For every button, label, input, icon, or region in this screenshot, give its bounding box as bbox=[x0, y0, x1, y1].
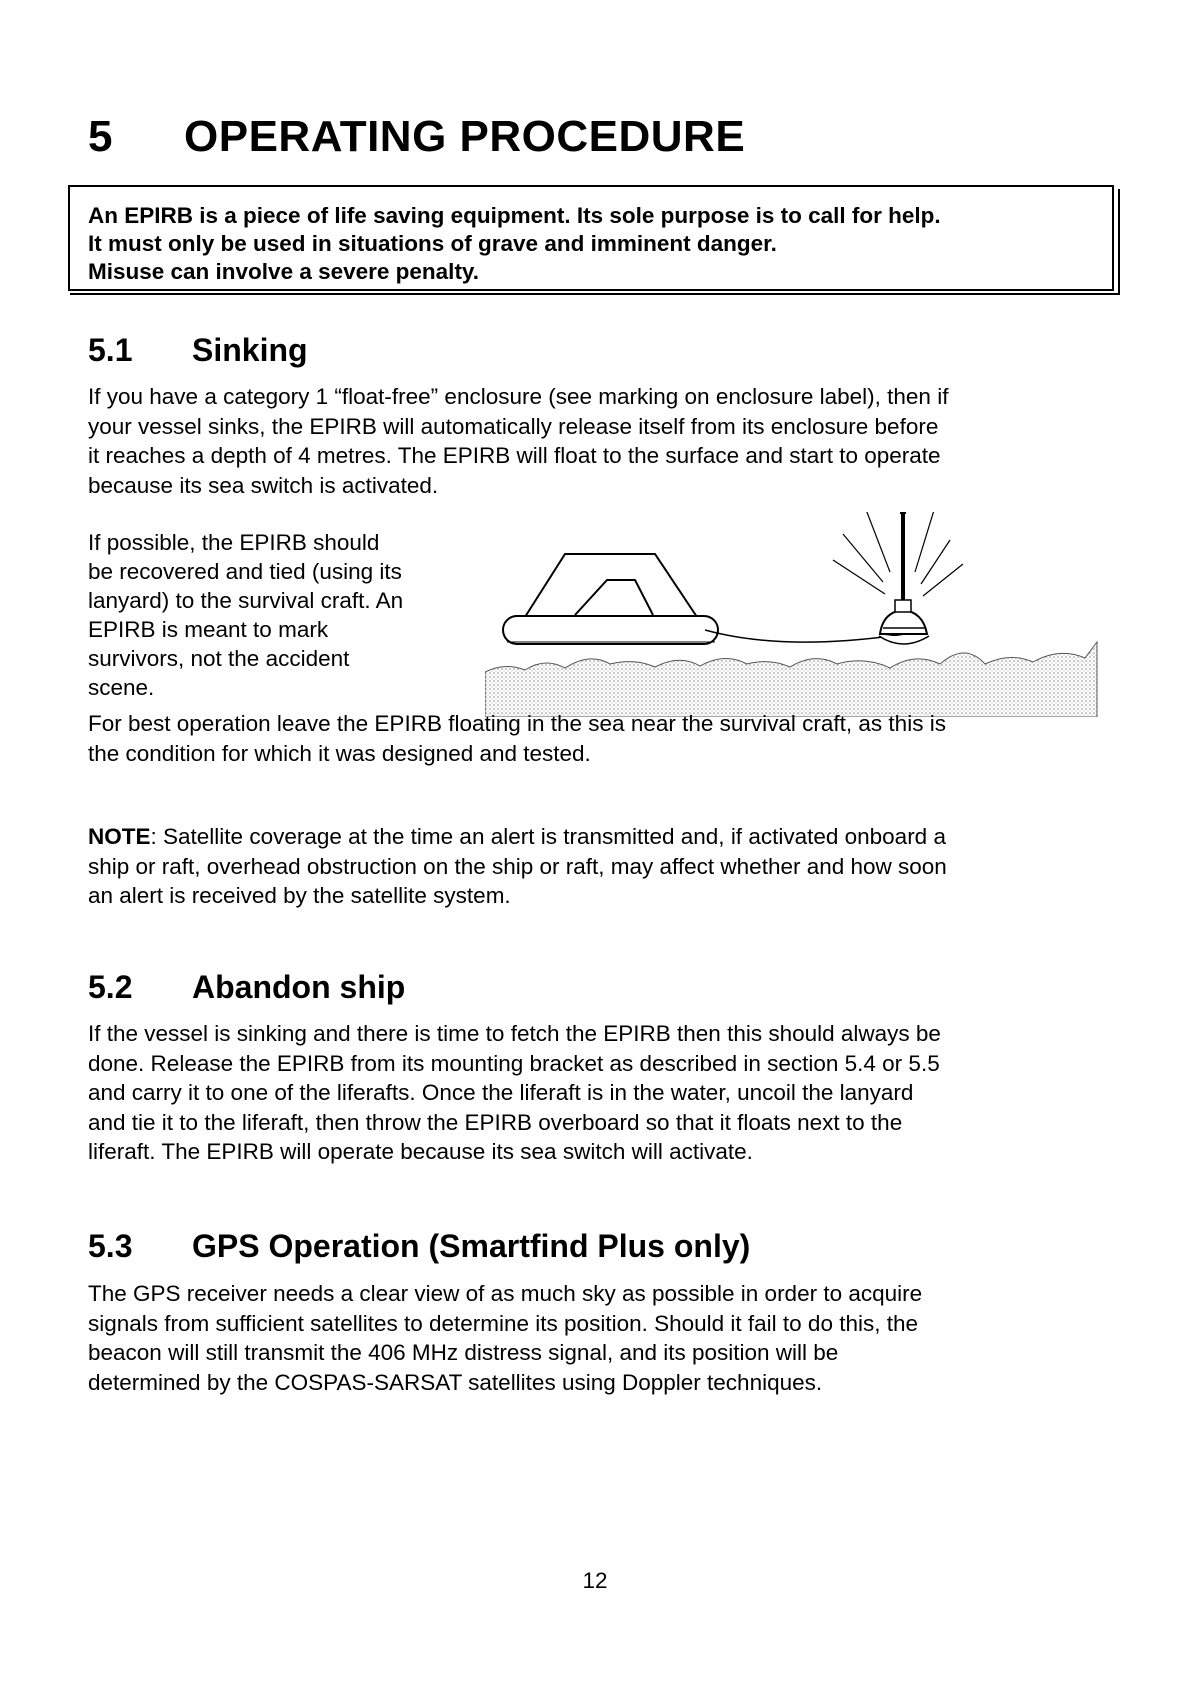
paragraph-line: because its sea switch is activated. bbox=[88, 472, 439, 498]
page-number: 12 bbox=[582, 1568, 608, 1593]
paragraph-line: beacon will still transmit the 406 MHz distress signal, and its position will be bbox=[88, 1340, 839, 1365]
section-number: 5.3 bbox=[88, 1228, 133, 1264]
lanyard-line bbox=[705, 630, 905, 642]
sinking-intro-paragraph bbox=[88, 382, 1108, 500]
paragraph-line: The GPS receiver needs a clear view of as much sky as possible in order to acquire bbox=[88, 1281, 923, 1306]
paragraph-line: an alert is received by the satellite system. bbox=[88, 883, 511, 908]
section-heading-sinking bbox=[88, 332, 308, 369]
section-heading-gps-operation bbox=[88, 1228, 750, 1265]
note-paragraph bbox=[88, 822, 1108, 911]
paragraph-line: EPIRB is meant to mark bbox=[88, 617, 329, 642]
paragraph-line: the condition for which it was designed and tested. bbox=[88, 740, 591, 766]
signal-rays bbox=[833, 512, 963, 596]
paragraph-line bbox=[88, 822, 1108, 852]
paragraph-line: lanyard) to the survival craft. An bbox=[88, 588, 404, 613]
section-heading-abandon-ship bbox=[88, 969, 405, 1006]
paragraph-line: signals from sufficient satellites to determine its position. Should it fail to do this, the bbox=[88, 1310, 919, 1336]
raft-canopy bbox=[525, 554, 697, 617]
paragraph-line: If you have a category 1 “float-free” enclosure (see marking on enclosure label), then if bbox=[88, 384, 949, 409]
chapter-title-text: OPERATING PROCEDURE bbox=[184, 112, 746, 161]
paragraph-line: be recovered and tied (using its bbox=[88, 559, 402, 584]
warning-line-2: It must only be used in situations of grave and imminent danger. bbox=[88, 231, 777, 256]
paragraph-line: determined by the COSPAS-SARSAT satellites using Doppler techniques. bbox=[88, 1369, 823, 1395]
chapter-number: 5 bbox=[88, 112, 113, 161]
paragraph-line: it reaches a depth of 4 metres. The EPIRB will float to the surface and start to operate bbox=[88, 443, 941, 468]
abandon-ship-paragraph bbox=[88, 1019, 1108, 1167]
raft-door bbox=[575, 580, 653, 615]
warning-box bbox=[68, 185, 1114, 291]
paragraph-line: For best operation leave the EPIRB floating in the sea near the survival craft, as this is bbox=[88, 711, 946, 736]
best-operation-paragraph bbox=[88, 709, 1108, 768]
paragraph-line: done. Release the EPIRB from its mounting bracket as described in section 5.4 or 5.5 bbox=[88, 1050, 940, 1076]
sea-waves bbox=[485, 642, 1097, 717]
recover-paragraph bbox=[88, 528, 468, 702]
warning-line-3: Misuse can involve a severe penalty. bbox=[88, 259, 480, 284]
paragraph-line: your vessel sinks, the EPIRB will automatically release itself from its enclosure before bbox=[88, 413, 939, 439]
paragraph-line: survivors, not the accident bbox=[88, 646, 350, 671]
section-title: Abandon ship bbox=[192, 969, 406, 1005]
paragraph-line: ship or raft, overhead obstruction on the ship or raft, may affect whether and how soon bbox=[88, 853, 947, 879]
paragraph-line: and tie it to the liferaft, then throw the EPIRB overboard so that it floats next to the bbox=[88, 1109, 903, 1135]
section-title: GPS Operation (Smartfind Plus only) bbox=[192, 1228, 751, 1264]
epirb-beacon bbox=[879, 512, 929, 644]
section-number: 5.2 bbox=[88, 969, 133, 1005]
epirb-liferaft-illustration bbox=[485, 512, 1100, 717]
note-label: NOTE bbox=[88, 824, 151, 849]
paragraph-line: scene. bbox=[88, 675, 155, 700]
paragraph-line: liferaft. The EPIRB will operate because its sea switch will activate. bbox=[88, 1139, 753, 1164]
note-text: : Satellite coverage at the time an alert is transmitted and, if activated onboard a bbox=[150, 824, 946, 849]
paragraph-line: If the vessel is sinking and there is time to fetch the EPIRB then this should always be bbox=[88, 1021, 941, 1046]
paragraph-line: and carry it to one of the liferafts. Once the liferaft is in the water, uncoil the lanyard bbox=[88, 1080, 914, 1105]
warning-line-1: An EPIRB is a piece of life saving equipment. Its sole purpose is to call for help. bbox=[88, 203, 941, 228]
raft-tube bbox=[503, 616, 718, 644]
section-title: Sinking bbox=[192, 332, 308, 368]
chapter-title bbox=[88, 112, 745, 162]
gps-operation-paragraph bbox=[88, 1279, 1108, 1397]
section-number: 5.1 bbox=[88, 332, 133, 368]
paragraph-line: If possible, the EPIRB should bbox=[88, 530, 380, 555]
